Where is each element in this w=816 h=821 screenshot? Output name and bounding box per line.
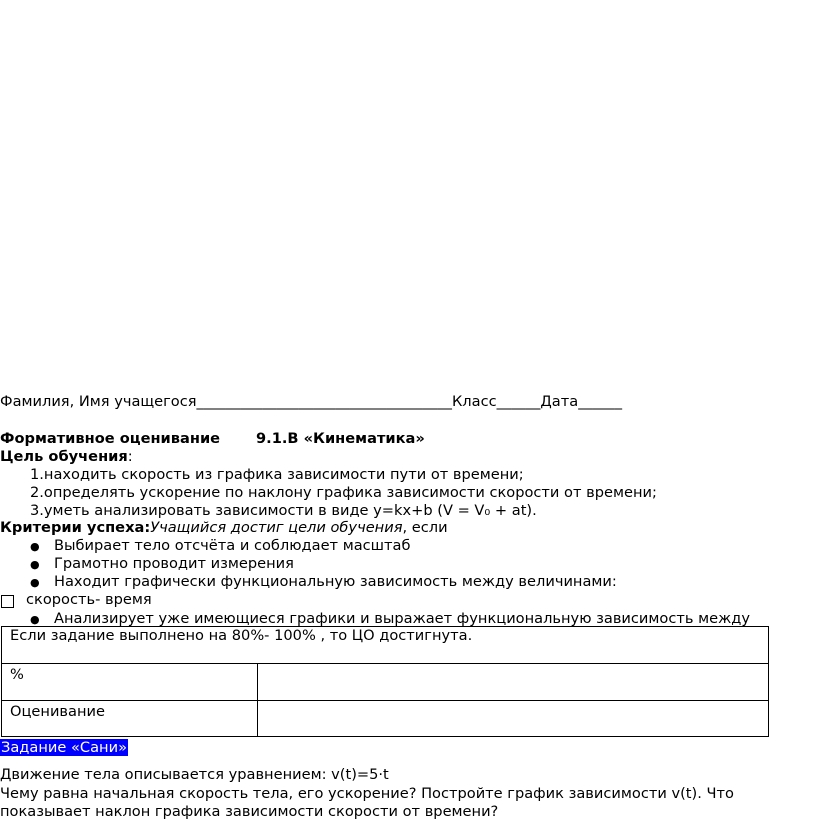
criteria-italic: Учащийся достиг цели обучения xyxy=(150,519,403,536)
criteria-label: Критерии успеха: xyxy=(0,519,151,536)
criteria-bullet-3: Находит графически функциональную зависимость между величинами: xyxy=(54,573,617,590)
task-line-1: Движение тела описывается уравнением: v(t)=5·t xyxy=(0,766,389,783)
percent-value[interactable] xyxy=(258,664,769,701)
grade-value[interactable] xyxy=(258,701,769,737)
date-label: Дата xyxy=(540,393,579,410)
name-blank[interactable]: ___________________________________ xyxy=(196,393,452,410)
goal-colon: : xyxy=(127,448,133,465)
name-label: Фамилия, Имя учащегося xyxy=(0,393,197,410)
percent-label: % xyxy=(2,664,258,701)
goal-item-1: 1.находить скорость из графика зависимости пути от времени; xyxy=(30,466,524,483)
criteria-suffix: , если xyxy=(402,519,448,536)
criteria-bullet-4: Анализирует уже имеющиеся графики и выражает функциональную зависимость между xyxy=(54,610,750,627)
task-title xyxy=(0,739,128,757)
goal-heading xyxy=(0,448,133,466)
title-left: Формативное оценивание xyxy=(0,430,221,447)
bullet-icon: ● xyxy=(30,576,40,589)
date-blank[interactable]: ______ xyxy=(578,393,622,410)
criteria-checkbox-item: скорость- время xyxy=(26,591,152,608)
bullet-icon: ● xyxy=(30,540,40,553)
class-blank[interactable]: ______ xyxy=(496,393,541,410)
goal-item-3: 3.уметь анализировать зависимости в виде y=kx+b (V = V₀ + at). xyxy=(30,502,537,519)
class-label: Класс xyxy=(451,393,497,410)
grade-label: Оценивание xyxy=(2,701,258,737)
title-topic: 9.1.В «Кинематика» xyxy=(256,430,425,447)
criteria-bullet-2: Грамотно проводит измерения xyxy=(54,555,294,572)
criteria-bullet-1: Выбирает тело отсчёта и соблюдает масштаб xyxy=(54,537,411,554)
assessment-title xyxy=(0,430,220,448)
task-highlight: Задание «Сани» xyxy=(1,739,127,756)
grading-table-header: Если задание выполнено на 80%- 100% , то ЦО достигнута. xyxy=(2,627,769,664)
student-info-line xyxy=(0,393,622,411)
goal-label: Цель обучения xyxy=(0,448,128,465)
checkbox-icon[interactable] xyxy=(1,595,14,608)
task-line-2: Чему равна начальная скорость тела, его ускорение? Постройте график зависимости v(t). Что xyxy=(0,785,734,802)
criteria-heading xyxy=(0,519,448,537)
bullet-icon: ● xyxy=(30,558,40,571)
goal-item-2: 2.определять ускорение по наклону графика зависимости скорости от времени; xyxy=(30,484,657,501)
task-line-3: показывает наклон графика зависимости скорости от времени? xyxy=(0,803,499,820)
grading-table xyxy=(1,626,769,737)
bullet-icon: ● xyxy=(30,613,40,626)
